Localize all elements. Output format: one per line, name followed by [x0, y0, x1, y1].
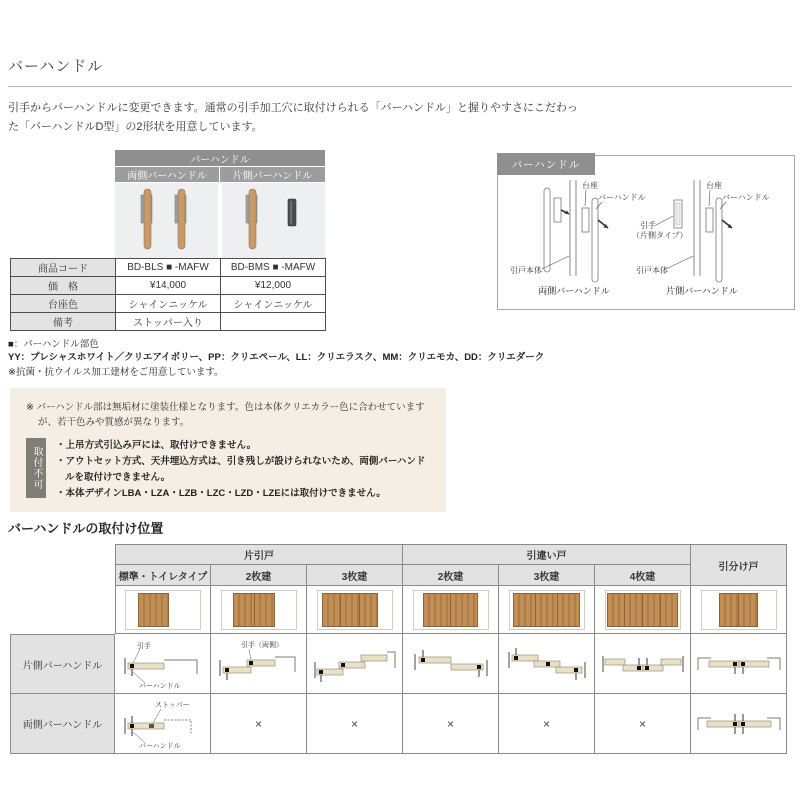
spec-label: 台座色 [11, 295, 116, 313]
not-installable-tab: 取付不可 [26, 438, 46, 498]
not-available-cell [595, 694, 691, 754]
not-available-cell [211, 694, 307, 754]
label-hikite-type: （片側タイプ） [632, 231, 688, 240]
spec-label: 商品コード [11, 259, 116, 277]
label-daiza-right: 台座 [706, 181, 722, 190]
page-title: バーハンドル [8, 58, 104, 75]
label-hikite: 引手 [640, 221, 656, 230]
section-diagram-cell [499, 634, 595, 694]
bar-handle-photo-single [222, 183, 325, 258]
cross-section-standard-both-sides [119, 696, 207, 752]
section-diagram-cell [403, 634, 499, 694]
label-body-left: 引戸本体 [510, 266, 542, 275]
section-diagram-cell [115, 634, 211, 694]
spec-value: シャインニッケル [221, 295, 326, 313]
bar-handle-photo-both [115, 183, 218, 258]
door-thumbnail-cell [595, 586, 691, 634]
product-table-header: バーハンドル [115, 150, 325, 166]
cross-section-3mai-hikichigai-one-side [503, 636, 591, 692]
section-diagram-cell [115, 694, 211, 754]
cross-mark: × [638, 716, 646, 731]
door-thumbnail [317, 590, 393, 630]
cross-mark: × [542, 716, 550, 731]
spec-label: 価 格 [11, 277, 116, 295]
table-corner [10, 544, 115, 634]
spec-value: ストッパー入り [116, 313, 221, 331]
spec-table [10, 258, 326, 331]
door-thumbnail-cell [115, 586, 211, 634]
title-divider [8, 86, 792, 87]
note-item: ・上吊方式引込み戸には、取付けできません。 [56, 440, 257, 451]
cross-mark: × [254, 716, 262, 731]
spec-value: ¥14,000 [116, 277, 221, 295]
note-item: ・本体デザインLBA・LZA・LZB・LZC・LZD・LZEには取付けできません。 [56, 488, 386, 499]
spec-value: BD-BMS ■ -MAFW [221, 259, 326, 277]
note-item: ・アウトセット方式、天井埋込方式は、引き残しが設けられないため、両側バーハンドルを取付けできません。 [56, 456, 426, 483]
label-bar-right: バーハンドル [722, 193, 770, 202]
door-thumbnail-cell [307, 586, 403, 634]
product-image-one-side [222, 183, 325, 258]
caption-both-sides: 両側バーハンドル [538, 286, 610, 296]
spec-row-code [11, 259, 326, 277]
cross-section-hikiwake-one-side [695, 636, 783, 692]
product-image-both-sides [115, 183, 218, 258]
subheader-standard-toilet: 標準・トイレタイプ [115, 565, 211, 586]
subheader-2mai-1: 2枚建 [211, 565, 307, 586]
spec-label: 備考 [11, 313, 116, 331]
subheader-4mai: 4枚建 [595, 565, 691, 586]
door-thumbnail [413, 590, 489, 630]
cross-section-4mai-one-side [599, 636, 687, 692]
intro-text: 引手からバーハンドルに変更できます。通常の引手加工穴に取付けられる「バーハンドル」と握りやすさにこだわった「バーハンドルD型」の2形状を用意しています。 [8, 102, 578, 133]
caption-one-side: 片側バーハンドル [666, 286, 738, 296]
section-diagram-cell [307, 634, 403, 694]
cross-mark: × [350, 716, 358, 731]
section-diagram-cell [211, 634, 307, 694]
antivirus-note: ※抗菌・抗ウイルス加工建材をご用意しています。 [8, 367, 224, 378]
door-thumbnail-cell [403, 586, 499, 634]
door-thumbnail-cell [211, 586, 307, 634]
placement-title: バーハンドルの取付け位置 [8, 521, 164, 536]
placement-table [10, 544, 787, 754]
cross-mark: × [446, 716, 454, 731]
label-body-right: 引戸本体 [636, 266, 668, 275]
spec-value: BD-BLS ■ -MAFW [116, 259, 221, 277]
group-header-hikiwake: 引分け戸 [691, 544, 787, 586]
spec-row-base-color [11, 295, 326, 313]
installation-note-box [10, 388, 446, 512]
subheader-3mai-1: 3枚建 [307, 565, 403, 586]
door-thumbnail [509, 590, 585, 630]
label-stopper: ストッパー [154, 701, 190, 709]
door-thumbnail-cell [499, 586, 595, 634]
color-codes-note: YY：プレシャスホワイト／クリエアイボリー、PP：クリエペール、LL：クリエラスク、MM：クリエモカ、DD：クリエダーク [8, 352, 545, 363]
door-thumbnail [701, 590, 777, 630]
not-available-cell [403, 694, 499, 754]
column-header-both-sides: 両側バーハンドル [115, 167, 219, 182]
not-available-cell [499, 694, 595, 754]
door-thumbnail [605, 590, 681, 630]
section-diagram-cell [595, 634, 691, 694]
door-thumbnail [221, 590, 297, 630]
label-hikite-both: 引手（両側） [240, 641, 283, 649]
cross-section-3mai-one-side [311, 636, 399, 692]
spec-value: ¥12,000 [221, 277, 326, 295]
label-bar-left: バーハンドル [598, 193, 646, 202]
section-diagram-cell [691, 694, 787, 754]
label-bar: バーハンドル [138, 742, 181, 750]
group-header-kata-hikido: 片引戸 [115, 544, 403, 565]
diagram-box [497, 155, 795, 310]
column-header-one-side: 片側バーハンドル [220, 167, 325, 182]
cross-section-standard-one-side [119, 636, 207, 692]
product-table [10, 150, 326, 332]
cross-section-2mai-one-side [215, 636, 303, 692]
installation-diagram [498, 176, 792, 306]
row-label-both-sides: 両側バーハンドル [10, 694, 115, 754]
cross-section-2mai-hikichigai-one-side [407, 636, 495, 692]
spec-value: シャインニッケル [116, 295, 221, 313]
legend-note: ■：バーハンドル部色 [8, 339, 99, 350]
subheader-3mai-2: 3枚建 [499, 565, 595, 586]
diagram-box-tab: バーハンドル [497, 153, 595, 175]
subheader-2mai-2: 2枚建 [403, 565, 499, 586]
door-thumbnail-cell [691, 586, 787, 634]
paint-note: ※ バーハンドル部は無垢材に塗装仕様となります。色は本体クリエカラー色に合わせていますが、若干色みや質感が異なります。 [26, 402, 425, 428]
not-available-cell [307, 694, 403, 754]
row-label-one-side: 片側バーハンドル [10, 634, 115, 694]
cross-section-hikiwake-both-sides [695, 696, 783, 752]
not-installable-items [56, 438, 428, 502]
spec-value [221, 313, 326, 331]
group-header-hikichigai: 引違い戸 [403, 544, 691, 565]
label-bar: バーハンドル [138, 682, 181, 690]
section-diagram-cell [691, 634, 787, 694]
spec-row-remarks [11, 313, 326, 331]
door-thumbnail [125, 590, 201, 630]
label-daiza-left: 台座 [582, 181, 598, 190]
label-hikite: 引手 [136, 642, 151, 650]
spec-row-price [11, 277, 326, 295]
